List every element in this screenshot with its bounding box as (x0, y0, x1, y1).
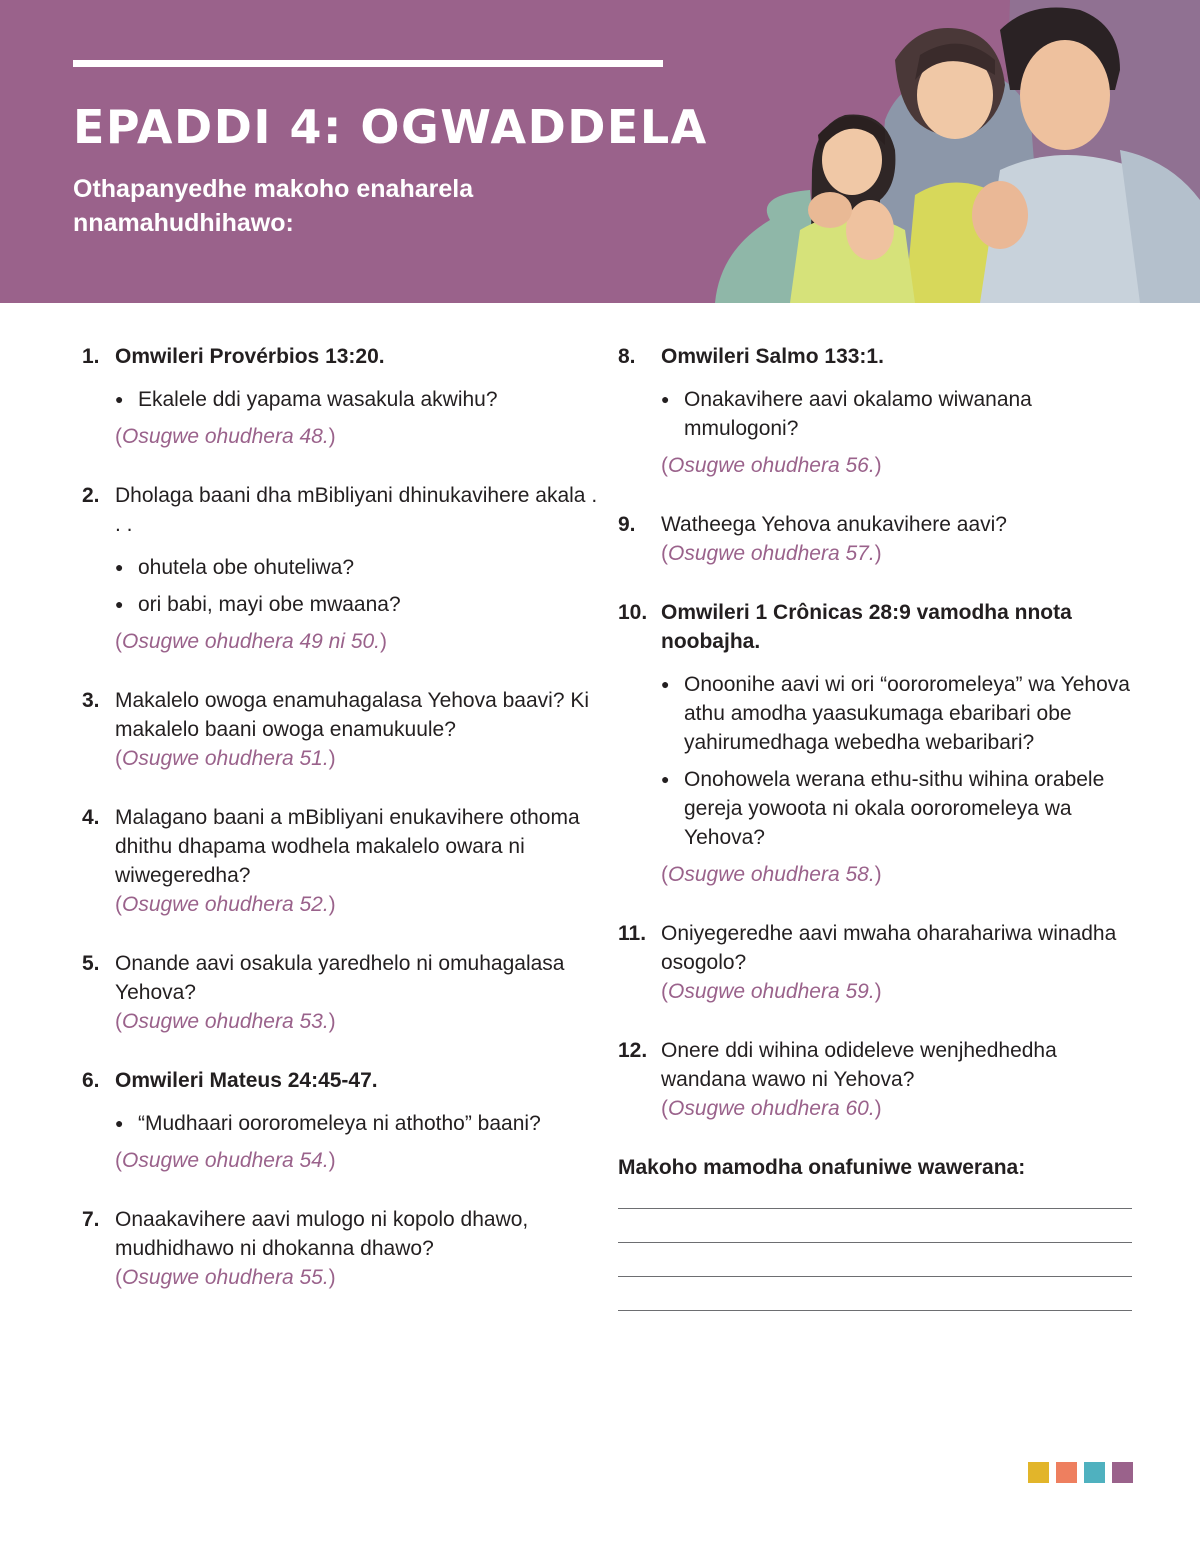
question-prompt: Dholaga baani dha mBibliyani dhinukavihere akala . . . (115, 484, 598, 536)
question-number: 7. (82, 1208, 100, 1231)
study-reference: (Osugwe ohudhera 52.) (115, 893, 336, 916)
question-number: 3. (82, 689, 100, 712)
questions-left-column (82, 342, 602, 1322)
bullet-item: ● ohutela obe ohuteliwa? (115, 553, 602, 582)
question-prompt: Onaakavihere aavi mulogo ni kopolo dhawo, mudhidhawo ni dhokanna dhawo? (115, 1208, 529, 1260)
notes-title: Makoho mamodha onafuniwe wawerana: (618, 1156, 1026, 1179)
question-number: 12. (618, 1039, 648, 1062)
question-number: 11. (618, 922, 647, 945)
study-reference: (Osugwe ohudhera 60.) (661, 1097, 882, 1120)
question-bullets (115, 553, 602, 619)
study-reference: (Osugwe ohudhera 59.) (661, 980, 882, 1003)
question-number: 10. (618, 601, 648, 624)
study-reference: (Osugwe ohudhera 48.) (115, 425, 336, 448)
question-5 (82, 949, 602, 1036)
question-11 (618, 919, 1138, 1006)
color-square (1056, 1462, 1077, 1483)
page-subtitle: Othapanyedhe makoho enaharela nnamahudhihawo: (73, 175, 474, 237)
question-bullets (661, 385, 1138, 443)
page-title: EPADDI 4: OGWADDELA (73, 100, 708, 154)
study-reference: (Osugwe ohudhera 49 ni 50.) (115, 630, 388, 653)
question-prompt: Omwileri Provérbios 13:20. (115, 345, 385, 368)
question-12 (618, 1036, 1138, 1123)
question-9 (618, 510, 1138, 568)
study-reference: (Osugwe ohudhera 55.) (115, 1266, 336, 1289)
question-bullets (661, 670, 1138, 852)
question-number: 5. (82, 952, 100, 975)
header-rule (73, 60, 663, 67)
question-bullets (115, 1109, 602, 1138)
question-prompt: Onande aavi osakula yaredhelo ni omuhagalasa Yehova? (115, 952, 565, 1004)
color-square (1112, 1462, 1133, 1483)
question-prompt: Oniyegeredhe aavi mwaha oharahariwa winadha osogolo? (661, 922, 1117, 974)
question-number: 6. (82, 1069, 100, 1092)
bullet-item: ● “Mudhaari oororomeleya ni athotho” baani? (115, 1109, 602, 1138)
bullet-item: ● Ekalele ddi yapama wasakula akwihu? (115, 385, 602, 414)
study-reference: (Osugwe ohudhera 57.) (661, 542, 882, 565)
family-praying-illustration (700, 0, 1200, 303)
question-6 (82, 1066, 602, 1175)
writing-line (618, 1276, 1132, 1277)
bullet-item: ● Onakavihere aavi okalamo wiwanana mmulogoni? (661, 385, 1138, 443)
study-reference: (Osugwe ohudhera 53.) (115, 1010, 336, 1033)
writing-line (618, 1208, 1132, 1209)
question-prompt: Omwileri Salmo 133:1. (661, 345, 884, 368)
question-prompt: Omwileri Mateus 24:45-47. (115, 1069, 378, 1092)
writing-line (618, 1310, 1132, 1311)
question-number: 4. (82, 806, 100, 829)
questions-right-column (618, 342, 1138, 1311)
question-4 (82, 803, 602, 919)
study-reference: (Osugwe ohudhera 58.) (661, 863, 882, 886)
question-bullets (115, 385, 602, 414)
question-3 (82, 686, 602, 773)
study-reference: (Osugwe ohudhera 51.) (115, 747, 336, 770)
bullet-item: ● Onohowela werana ethu-sithu wihina orabele gereja yowoota ni okala oororomeleya wa Yehova? (661, 765, 1138, 852)
question-10 (618, 598, 1138, 889)
color-square (1028, 1462, 1049, 1483)
study-reference: (Osugwe ohudhera 54.) (115, 1149, 336, 1172)
question-prompt: Onere ddi wihina odideleve wenjhedhedha wandana wawo ni Yehova? (661, 1039, 1057, 1091)
question-number: 9. (618, 513, 636, 536)
question-prompt: Watheega Yehova anukavihere aavi? (661, 513, 1007, 536)
color-squares-decoration (1028, 1462, 1133, 1483)
bullet-item: ● Onoonihe aavi wi ori “oororomeleya” wa Yehova athu amodha yaasukumaga ebaribari obe yahirumedhaga webedha webaribari? (661, 670, 1138, 757)
bullet-item: ● ori babi, mayi obe mwaana? (115, 590, 602, 619)
writing-line (618, 1242, 1132, 1243)
question-number: 1. (82, 345, 100, 368)
question-1 (82, 342, 602, 451)
question-2 (82, 481, 602, 656)
study-reference: (Osugwe ohudhera 56.) (661, 454, 882, 477)
question-prompt: Malagano baani a mBibliyani enukavihere othoma dhithu dhapama wodhela makalelo owara ni wiwegeredha? (115, 806, 580, 887)
question-number: 8. (618, 345, 636, 368)
color-square (1084, 1462, 1105, 1483)
question-number: 2. (82, 484, 100, 507)
question-prompt: Makalelo owoga enamuhagalasa Yehova baavi? Ki makalelo baani owoga enamukuule? (115, 689, 590, 741)
notes-section (618, 1153, 1138, 1311)
header-banner (0, 0, 1200, 303)
question-prompt: Omwileri 1 Crônicas 28:9 vamodha nnota noobajha. (661, 601, 1072, 653)
question-7 (82, 1205, 602, 1292)
question-8 (618, 342, 1138, 480)
